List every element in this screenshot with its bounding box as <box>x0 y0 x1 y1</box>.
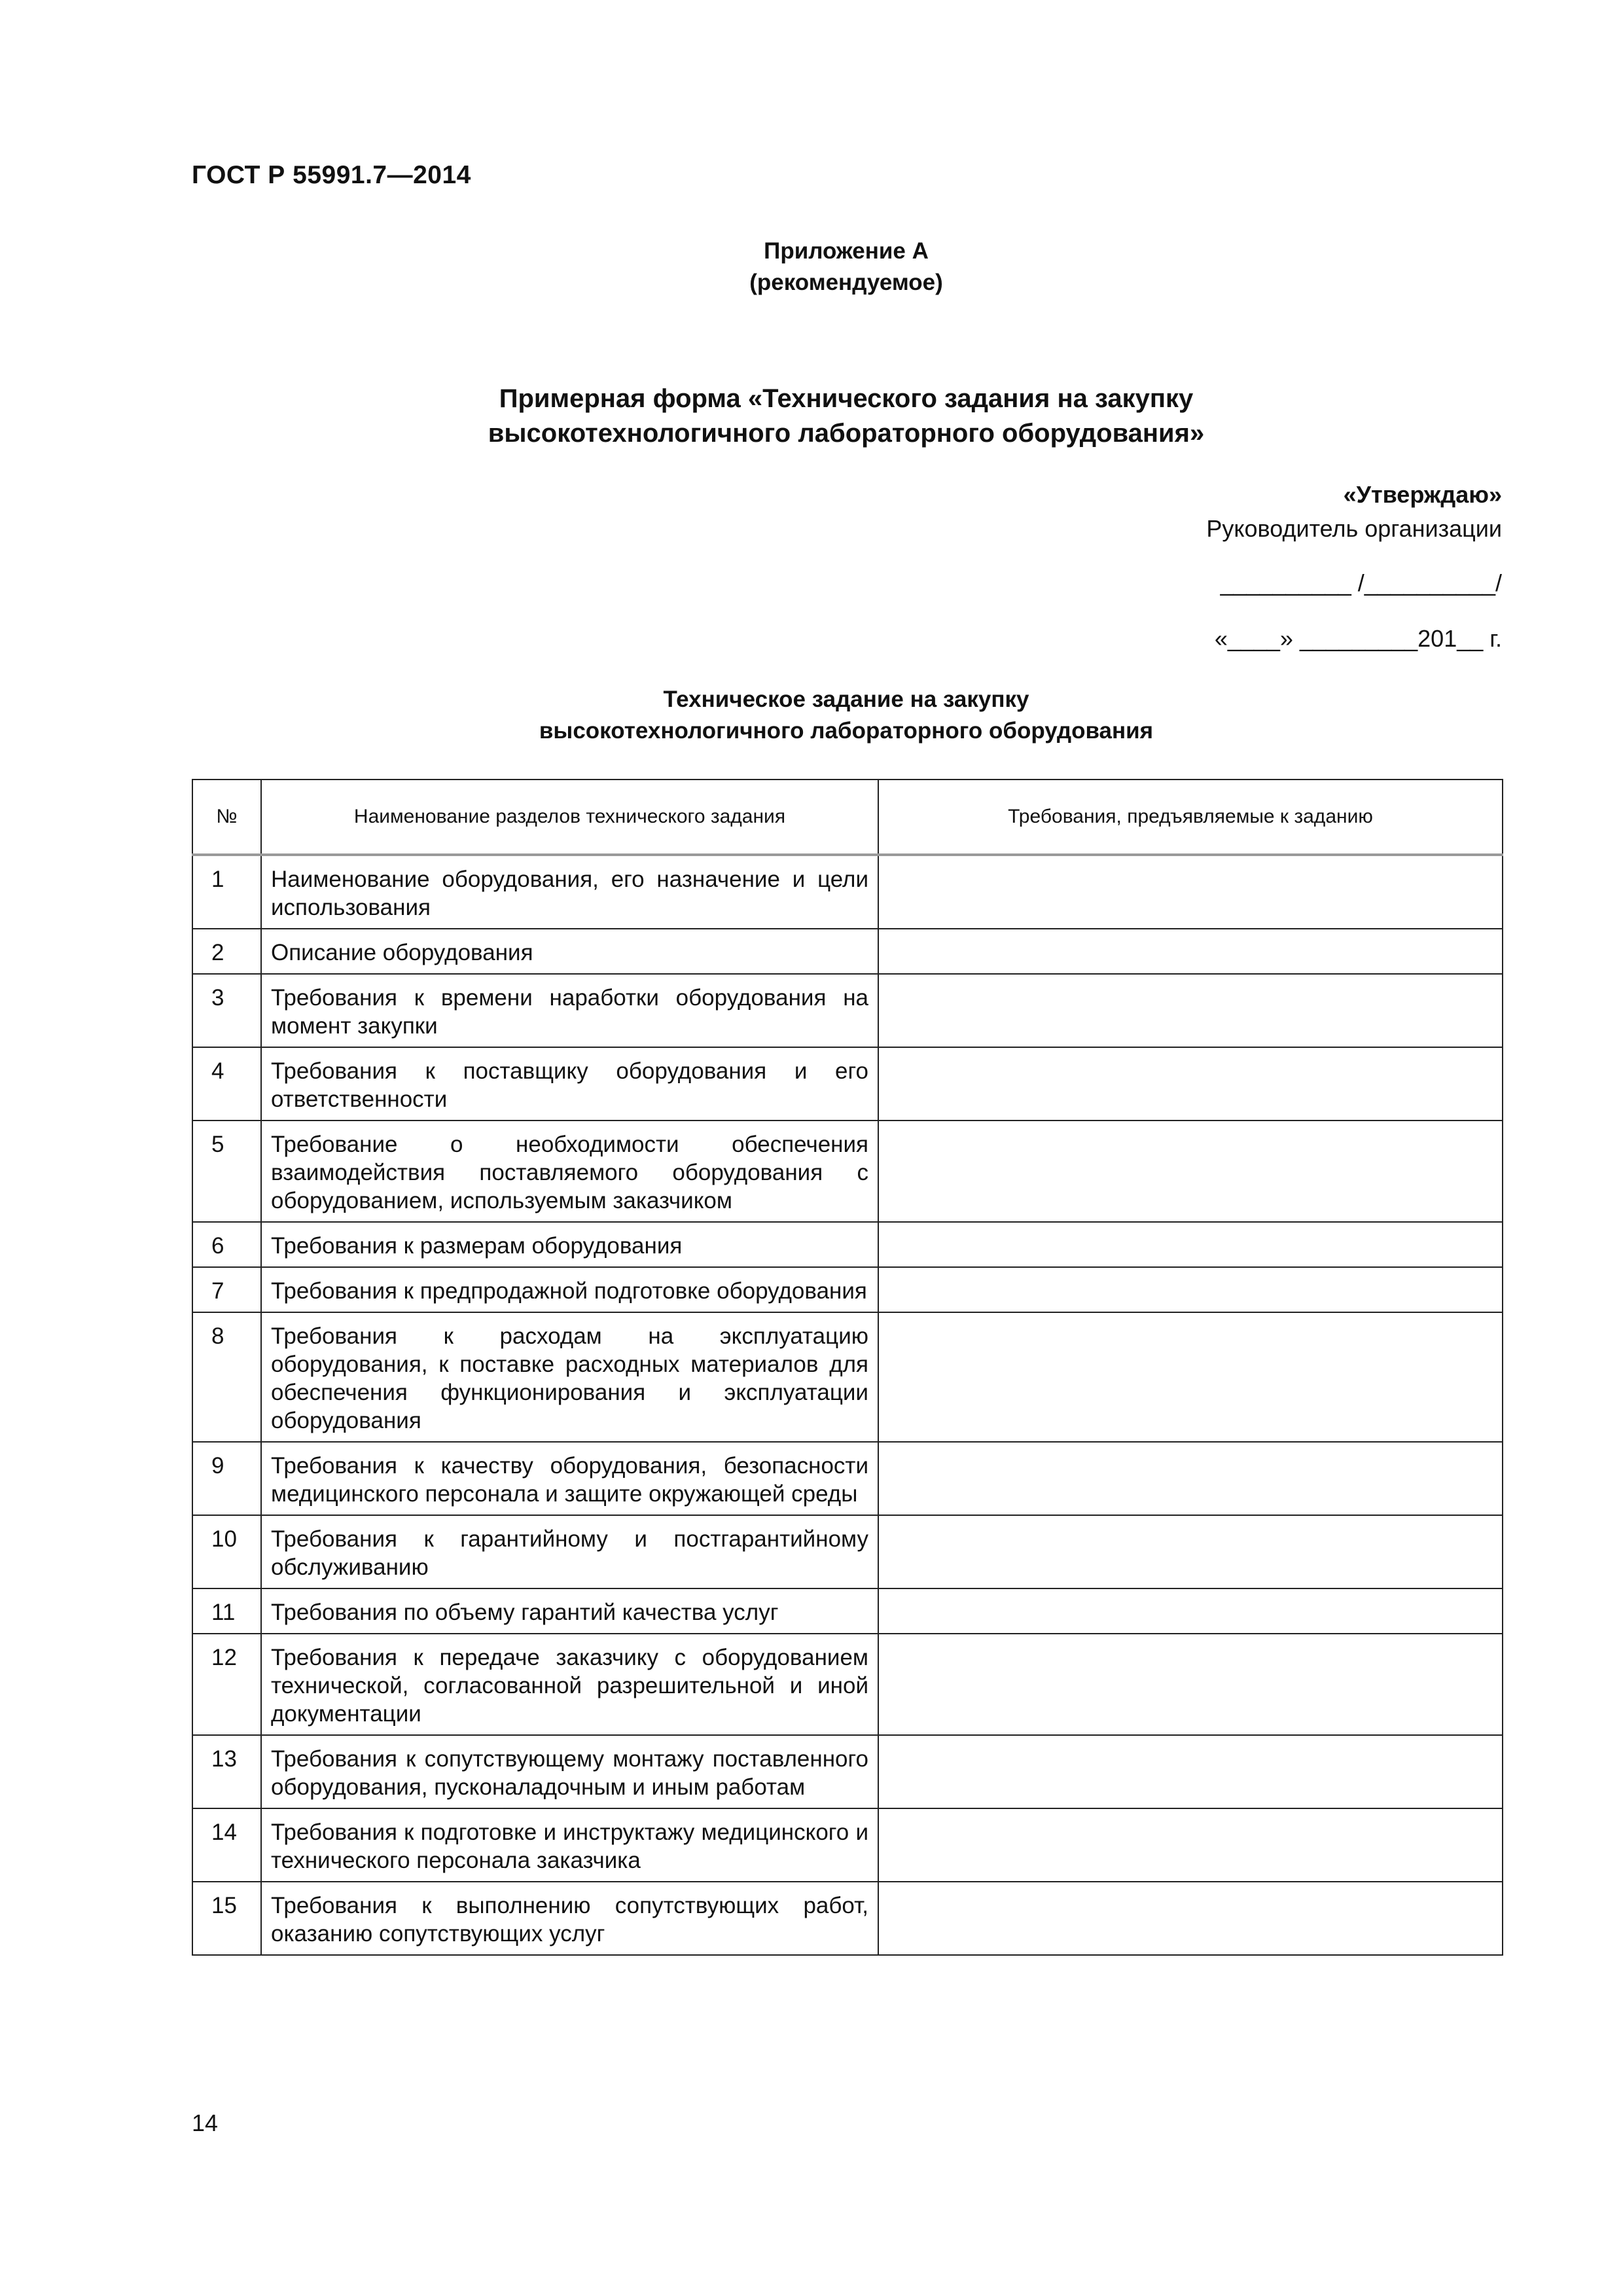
row-number: 4 <box>192 1047 261 1121</box>
row-number: 1 <box>192 855 261 929</box>
table-row <box>192 1222 1503 1267</box>
table-row <box>192 1882 1503 1955</box>
row-section-name: Требования к расходам на эксплуатацию оборудования, к поставке расходных материалов для обеспечения функционирования и эксплуатации оборудования <box>261 1312 878 1442</box>
row-requirement <box>878 1267 1503 1312</box>
row-section-name: Описание оборудования <box>261 929 878 974</box>
row-section-name: Требования к подготовке и инструктажу медицинского и технического персонала заказчика <box>261 1808 878 1882</box>
row-section-name: Требования к сопутствующему монтажу поставленного оборудования, пусконаладочным и иным работам <box>261 1735 878 1808</box>
row-requirement <box>878 1312 1503 1442</box>
table-row <box>192 1588 1503 1634</box>
page-number: 14 <box>192 2109 219 2136</box>
task-title-line-1: Техническое задание на закупку <box>663 687 1029 712</box>
row-section-name: Требования к размерам оборудования <box>261 1222 878 1267</box>
row-number: 15 <box>192 1882 261 1955</box>
row-requirement <box>878 1121 1503 1222</box>
row-section-name: Требования к поставщику оборудования и его ответственности <box>261 1047 878 1121</box>
row-requirement <box>878 1515 1503 1588</box>
requirements-table <box>192 779 1503 1956</box>
row-section-name: Требования к предпродажной подготовке оборудования <box>261 1267 878 1312</box>
form-title-line-1: Примерная форма «Технического задания на закупку <box>499 384 1194 413</box>
row-requirement <box>878 1442 1503 1515</box>
row-number: 5 <box>192 1121 261 1222</box>
row-section-name: Требования к выполнению сопутствующих работ, оказанию сопутствующих услуг <box>261 1882 878 1955</box>
row-section-name: Требования к времени наработки оборудования на момент закупки <box>261 974 878 1047</box>
row-requirement <box>878 855 1503 929</box>
approval-role: Руководитель организации <box>1206 515 1502 542</box>
date-line: «____» _________201__ г. <box>1214 625 1502 652</box>
row-number: 9 <box>192 1442 261 1515</box>
row-requirement <box>878 1634 1503 1735</box>
task-title <box>192 684 1501 747</box>
row-number: 10 <box>192 1515 261 1588</box>
row-requirement <box>878 1047 1503 1121</box>
row-requirement <box>878 1588 1503 1634</box>
table-row <box>192 974 1503 1047</box>
row-requirement <box>878 1222 1503 1267</box>
row-section-name: Требования к качеству оборудования, безопасности медицинского персонала и защите окружающей среды <box>261 1442 878 1515</box>
row-number: 7 <box>192 1267 261 1312</box>
row-number: 11 <box>192 1588 261 1634</box>
approval-block <box>1206 478 1502 546</box>
header-number: № <box>192 780 261 855</box>
table-row <box>192 855 1503 929</box>
document-code: ГОСТ Р 55991.7—2014 <box>192 161 471 189</box>
table-header-row <box>192 780 1503 855</box>
header-requirements: Требования, предъявляемые к заданию <box>878 780 1503 855</box>
row-number: 12 <box>192 1634 261 1735</box>
table-row <box>192 1121 1503 1222</box>
row-section-name: Наименование оборудования, его назначение и цели использования <box>261 855 878 929</box>
approval-label: «Утверждаю» <box>1343 481 1502 508</box>
table-row <box>192 929 1503 974</box>
row-requirement <box>878 1735 1503 1808</box>
row-number: 8 <box>192 1312 261 1442</box>
row-requirement <box>878 974 1503 1047</box>
table-row <box>192 1442 1503 1515</box>
row-requirement <box>878 929 1503 974</box>
row-number: 13 <box>192 1735 261 1808</box>
form-title-line-2: высокотехнологичного лабораторного оборудования» <box>488 419 1205 448</box>
table-row <box>192 1312 1503 1442</box>
row-section-name: Требования к передаче заказчику с оборудованием технической, согласованной разрешительной и иной документации <box>261 1634 878 1735</box>
table-row <box>192 1047 1503 1121</box>
row-section-name: Требование о необходимости обеспечения взаимодействия поставляемого оборудования с оборудованием, используемым заказчиком <box>261 1121 878 1222</box>
form-title <box>192 382 1501 451</box>
table-row <box>192 1634 1503 1735</box>
table-row <box>192 1515 1503 1588</box>
appendix-status: (рекомендуемое) <box>749 270 943 295</box>
row-section-name: Требования по объему гарантий качества услуг <box>261 1588 878 1634</box>
task-title-line-2: высокотехнологичного лабораторного оборудования <box>539 718 1154 744</box>
row-number: 14 <box>192 1808 261 1882</box>
row-number: 2 <box>192 929 261 974</box>
row-section-name: Требования к гарантийному и постгарантийному обслуживанию <box>261 1515 878 1588</box>
appendix-heading <box>192 236 1501 298</box>
signature-line: __________ /__________/ <box>1220 569 1502 596</box>
table-row <box>192 1808 1503 1882</box>
appendix-title: Приложение А <box>764 238 929 264</box>
table-row <box>192 1735 1503 1808</box>
row-number: 6 <box>192 1222 261 1267</box>
row-number: 3 <box>192 974 261 1047</box>
header-section-name: Наименование разделов технического задания <box>261 780 878 855</box>
table-row <box>192 1267 1503 1312</box>
row-requirement <box>878 1882 1503 1955</box>
row-requirement <box>878 1808 1503 1882</box>
